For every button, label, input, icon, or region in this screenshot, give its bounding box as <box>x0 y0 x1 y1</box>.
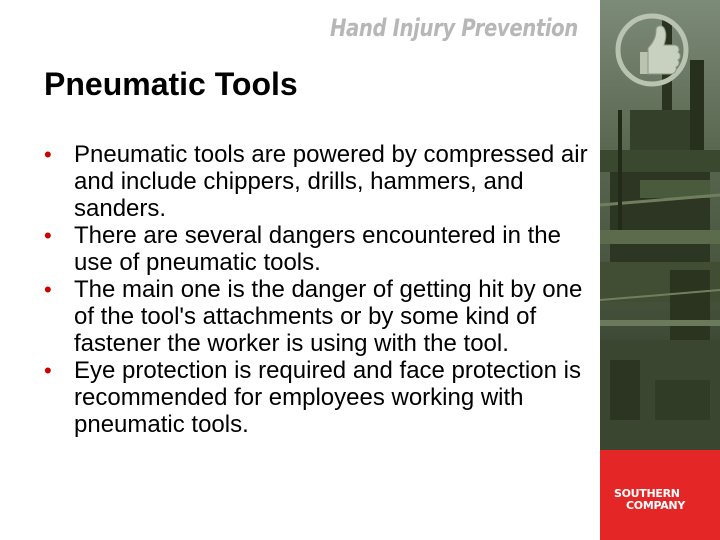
logo-line-1: SOUTHERN <box>614 487 680 500</box>
bullet-item <box>44 276 604 357</box>
bullet-marker: • <box>44 223 52 248</box>
banner-title: Hand Injury Prevention <box>330 14 578 42</box>
industrial-photo-illustration <box>600 0 720 450</box>
bullet-text: The main one is the danger of getting hit by one of the tool's attachments or by some kind of fastener the worker is using with the tool. <box>74 276 583 357</box>
bullet-item <box>44 357 604 438</box>
bullet-marker: • <box>44 277 52 302</box>
bullet-text: Pneumatic tools are powered by compressed air and include chippers, drills, hammers, and sanders. <box>74 141 588 222</box>
bullet-text: Eye protection is required and face protection is recommended for employees working with pneumatic tools. <box>74 357 581 438</box>
bullet-marker: • <box>44 142 52 167</box>
bullet-marker: • <box>44 358 52 383</box>
bullet-item <box>44 141 604 222</box>
bullet-text: There are several dangers encountered in the use of pneumatic tools. <box>74 222 561 276</box>
slide-title: Pneumatic Tools <box>44 66 298 102</box>
bullet-item <box>44 222 604 276</box>
southern-company-logo <box>600 450 720 540</box>
industrial-photo <box>600 0 720 450</box>
logo-line-2: COMPANY <box>626 499 686 512</box>
logo-text <box>614 488 685 512</box>
bullet-list <box>44 141 604 438</box>
